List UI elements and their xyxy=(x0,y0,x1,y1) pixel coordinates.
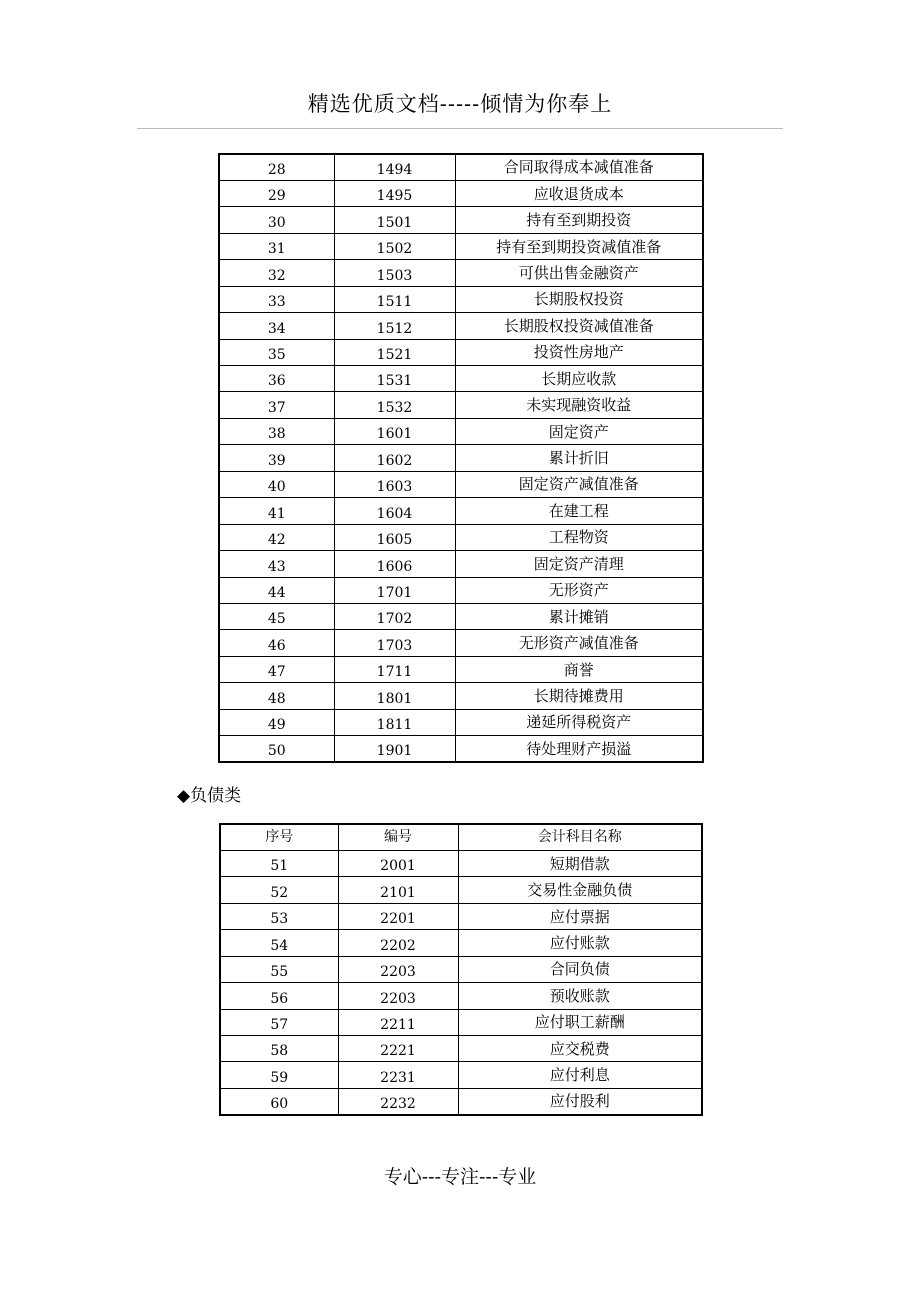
table-row xyxy=(220,877,702,903)
table-row xyxy=(219,736,703,762)
code-cell: 1711 xyxy=(334,656,455,682)
liabilities-table-body xyxy=(220,850,702,1114)
code-cell: 1603 xyxy=(334,471,455,497)
account-name-cell: 无形资产减值准备 xyxy=(455,630,703,656)
code-cell: 2221 xyxy=(338,1036,458,1062)
seq-cell: 33 xyxy=(219,286,334,312)
table-row xyxy=(219,471,703,497)
seq-cell: 55 xyxy=(220,956,338,982)
seq-cell: 38 xyxy=(219,418,334,444)
seq-cell: 40 xyxy=(219,471,334,497)
code-cell: 1531 xyxy=(334,366,455,392)
account-name-cell: 可供出售金融资产 xyxy=(455,260,703,286)
header-divider xyxy=(137,128,783,129)
seq-cell: 57 xyxy=(220,1009,338,1035)
seq-cell: 59 xyxy=(220,1062,338,1088)
table-row xyxy=(220,850,702,876)
seq-cell: 44 xyxy=(219,577,334,603)
account-name-cell: 固定资产 xyxy=(455,418,703,444)
account-name-cell: 持有至到期投资 xyxy=(455,207,703,233)
seq-cell: 30 xyxy=(219,207,334,233)
account-name-cell: 应付票据 xyxy=(458,903,702,929)
table-row xyxy=(219,630,703,656)
table-row xyxy=(220,930,702,956)
account-name-cell: 长期股权投资 xyxy=(455,286,703,312)
table-row xyxy=(219,656,703,682)
account-name-cell: 持有至到期投资减值准备 xyxy=(455,233,703,259)
account-name-cell: 长期待摊费用 xyxy=(455,683,703,709)
code-cell: 1703 xyxy=(334,630,455,656)
code-cell: 2231 xyxy=(338,1062,458,1088)
account-name-cell: 应付股利 xyxy=(458,1088,702,1114)
seq-cell: 29 xyxy=(219,180,334,206)
seq-cell: 60 xyxy=(220,1088,338,1114)
seq-cell: 32 xyxy=(219,260,334,286)
code-cell: 2203 xyxy=(338,983,458,1009)
seq-cell: 31 xyxy=(219,233,334,259)
code-cell: 1495 xyxy=(334,180,455,206)
seq-cell: 48 xyxy=(219,683,334,709)
account-name-cell: 递延所得税资产 xyxy=(455,709,703,735)
account-name-cell: 在建工程 xyxy=(455,498,703,524)
table-row xyxy=(219,551,703,577)
table-header-row xyxy=(220,824,702,850)
seq-cell: 58 xyxy=(220,1036,338,1062)
table-row xyxy=(219,339,703,365)
table-row xyxy=(220,1062,702,1088)
code-cell: 1601 xyxy=(334,418,455,444)
account-name-cell: 累计折旧 xyxy=(455,445,703,471)
account-name-cell: 长期股权投资减值准备 xyxy=(455,313,703,339)
table-row xyxy=(219,709,703,735)
account-name-cell: 应付职工薪酬 xyxy=(458,1009,702,1035)
code-cell: 1811 xyxy=(334,709,455,735)
account-name-cell: 预收账款 xyxy=(458,983,702,1009)
account-name-cell: 无形资产 xyxy=(455,577,703,603)
code-cell: 1501 xyxy=(334,207,455,233)
code-cell: 1606 xyxy=(334,551,455,577)
table-row xyxy=(219,154,703,180)
account-name-cell: 固定资产减值准备 xyxy=(455,471,703,497)
page-footer: 专心---专注---专业 xyxy=(383,1166,537,1188)
account-name-cell: 累计摊销 xyxy=(455,603,703,629)
code-cell: 1512 xyxy=(334,313,455,339)
table-row xyxy=(219,233,703,259)
seq-cell: 54 xyxy=(220,930,338,956)
account-name-cell: 合同负债 xyxy=(458,956,702,982)
seq-cell: 43 xyxy=(219,551,334,577)
code-cell: 2202 xyxy=(338,930,458,956)
seq-cell: 56 xyxy=(220,983,338,1009)
seq-cell: 47 xyxy=(219,656,334,682)
seq-cell: 37 xyxy=(219,392,334,418)
code-cell: 2001 xyxy=(338,850,458,876)
assets-accounts-table xyxy=(218,153,704,763)
table-row xyxy=(219,286,703,312)
table-row xyxy=(220,1088,702,1114)
code-cell: 1701 xyxy=(334,577,455,603)
code-cell: 2201 xyxy=(338,903,458,929)
account-name-cell: 投资性房地产 xyxy=(455,339,703,365)
seq-cell: 28 xyxy=(219,154,334,180)
table-row xyxy=(219,392,703,418)
code-cell: 1604 xyxy=(334,498,455,524)
table-row xyxy=(219,577,703,603)
seq-cell: 53 xyxy=(220,903,338,929)
seq-cell: 52 xyxy=(220,877,338,903)
liabilities-section-heading: ◆负债类 xyxy=(177,786,242,806)
account-name-cell: 应付账款 xyxy=(458,930,702,956)
code-cell: 1503 xyxy=(334,260,455,286)
table-row xyxy=(219,445,703,471)
seq-cell: 49 xyxy=(219,709,334,735)
table-row xyxy=(220,1009,702,1035)
page-header-title: 精选优质文档-----倾情为你奉上 xyxy=(307,92,613,116)
table-row xyxy=(219,180,703,206)
column-header-code: 编号 xyxy=(338,824,458,850)
code-cell: 1901 xyxy=(334,736,455,762)
table-row xyxy=(220,903,702,929)
table-row xyxy=(219,603,703,629)
seq-cell: 36 xyxy=(219,366,334,392)
column-header-name: 会计科目名称 xyxy=(458,824,702,850)
seq-cell: 39 xyxy=(219,445,334,471)
code-cell: 2203 xyxy=(338,956,458,982)
liabilities-accounts-table xyxy=(219,823,703,1116)
account-name-cell: 应付利息 xyxy=(458,1062,702,1088)
account-name-cell: 商誉 xyxy=(455,656,703,682)
table-row xyxy=(220,1036,702,1062)
seq-cell: 50 xyxy=(219,736,334,762)
table-row xyxy=(219,418,703,444)
table-row xyxy=(219,498,703,524)
table-row xyxy=(220,983,702,1009)
account-name-cell: 应交税费 xyxy=(458,1036,702,1062)
seq-cell: 45 xyxy=(219,603,334,629)
seq-cell: 41 xyxy=(219,498,334,524)
assets-table-body xyxy=(219,154,703,762)
account-name-cell: 未实现融资收益 xyxy=(455,392,703,418)
seq-cell: 34 xyxy=(219,313,334,339)
code-cell: 1801 xyxy=(334,683,455,709)
code-cell: 1532 xyxy=(334,392,455,418)
code-cell: 2211 xyxy=(338,1009,458,1035)
code-cell: 1702 xyxy=(334,603,455,629)
account-name-cell: 应收退货成本 xyxy=(455,180,703,206)
seq-cell: 42 xyxy=(219,524,334,550)
account-name-cell: 合同取得成本减值准备 xyxy=(455,154,703,180)
code-cell: 1605 xyxy=(334,524,455,550)
seq-cell: 35 xyxy=(219,339,334,365)
table-row xyxy=(219,207,703,233)
account-name-cell: 交易性金融负债 xyxy=(458,877,702,903)
account-name-cell: 固定资产清理 xyxy=(455,551,703,577)
seq-cell: 51 xyxy=(220,850,338,876)
code-cell: 2232 xyxy=(338,1088,458,1114)
code-cell: 1521 xyxy=(334,339,455,365)
table-row xyxy=(219,683,703,709)
table-row xyxy=(219,260,703,286)
account-name-cell: 短期借款 xyxy=(458,850,702,876)
account-name-cell: 待处理财产损溢 xyxy=(455,736,703,762)
table-row xyxy=(219,524,703,550)
table-row xyxy=(220,956,702,982)
code-cell: 2101 xyxy=(338,877,458,903)
code-cell: 1494 xyxy=(334,154,455,180)
account-name-cell: 长期应收款 xyxy=(455,366,703,392)
table-row xyxy=(219,366,703,392)
code-cell: 1502 xyxy=(334,233,455,259)
seq-cell: 46 xyxy=(219,630,334,656)
account-name-cell: 工程物资 xyxy=(455,524,703,550)
column-header-seq: 序号 xyxy=(220,824,338,850)
code-cell: 1602 xyxy=(334,445,455,471)
table-row xyxy=(219,313,703,339)
code-cell: 1511 xyxy=(334,286,455,312)
